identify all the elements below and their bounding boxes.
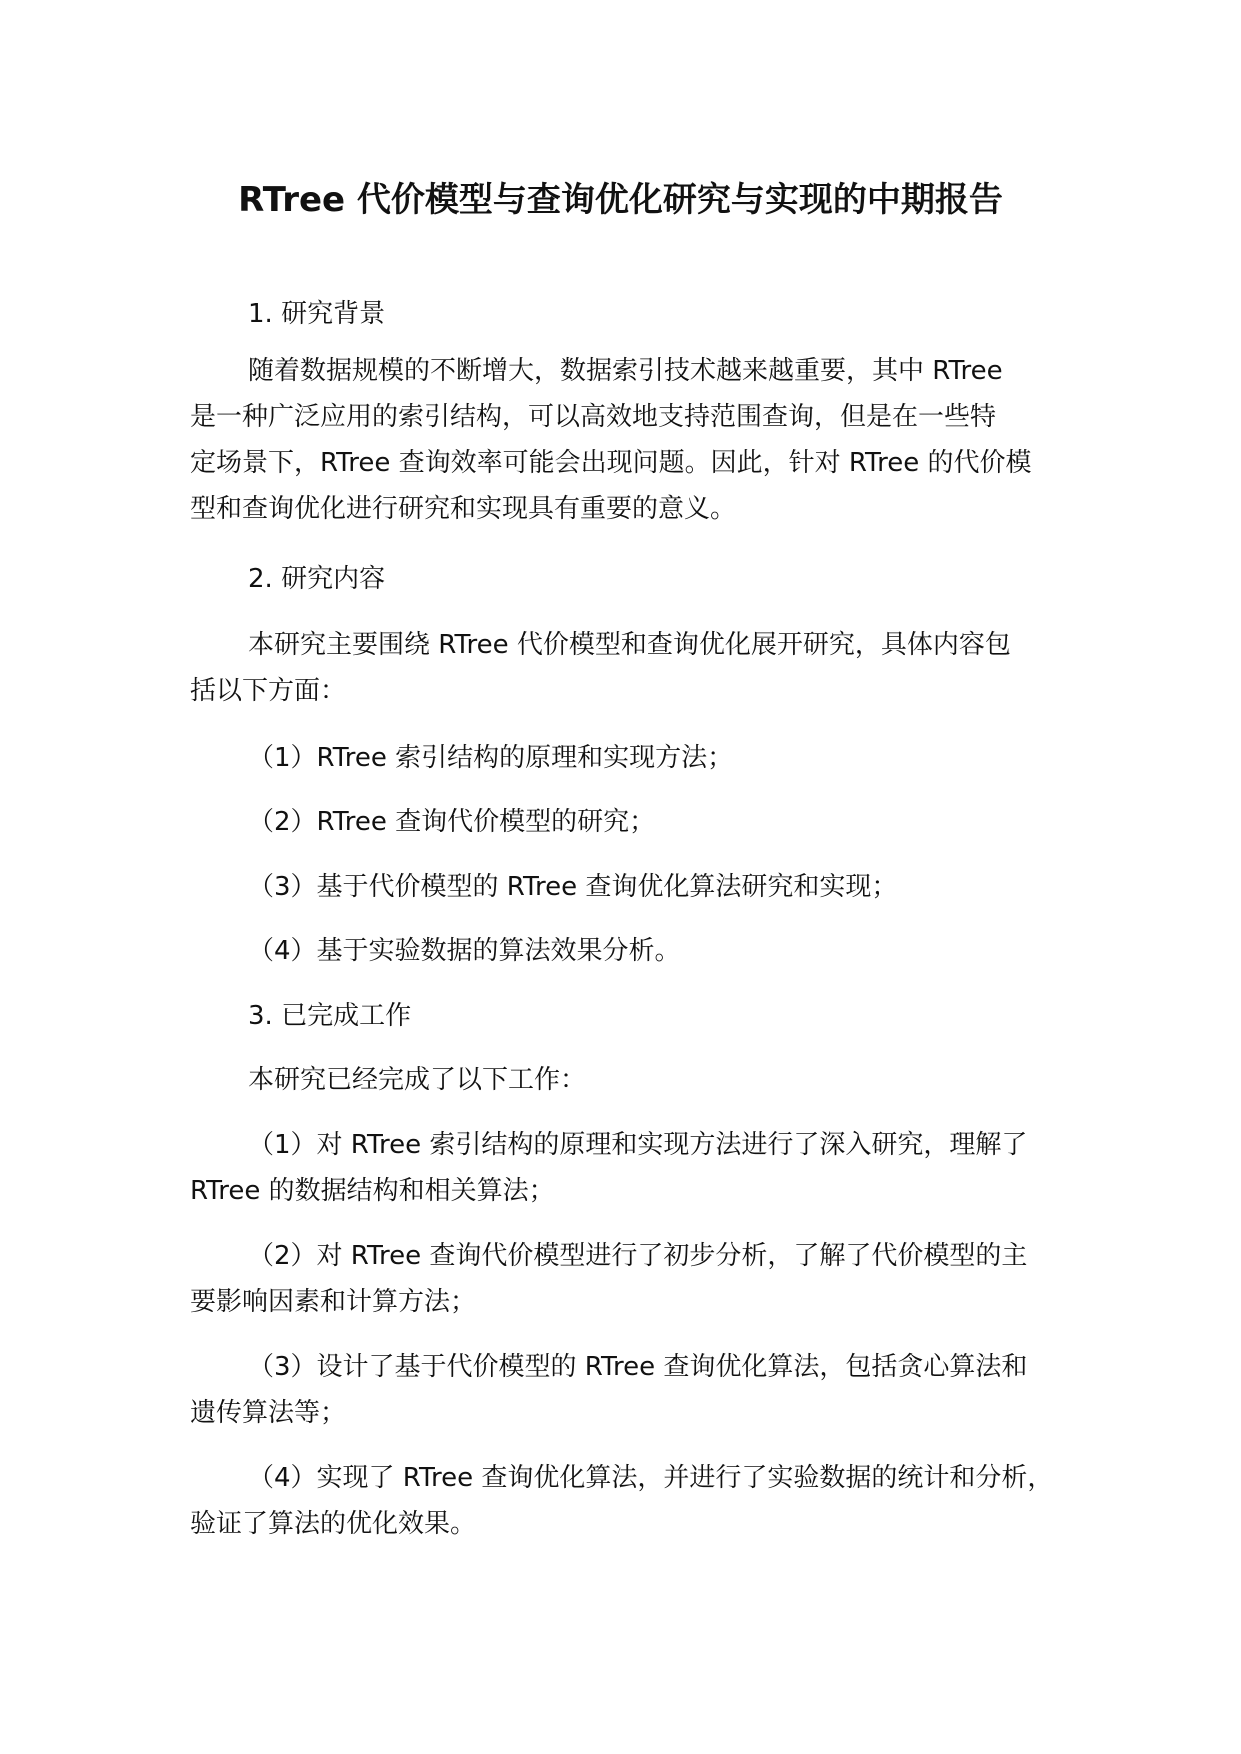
section-3-item-2-line-1: （2）对 RTree 查询代价模型进行了初步分析，了解了代价模型的主 — [248, 1241, 1028, 1271]
section-2-intro-line-1: 本研究主要围绕 RTree 代价模型和查询优化展开研究，具体内容包 — [248, 630, 1011, 660]
section-2-item-4: （4）基于实验数据的算法效果分析。 — [248, 936, 681, 966]
section-2-item-3: （3）基于代价模型的 RTree 查询优化算法研究和实现； — [248, 872, 898, 902]
section-1-heading: 1. 研究背景 — [248, 299, 386, 329]
section-3-item-3-line-2: 遗传算法等； — [190, 1398, 347, 1428]
section-2-item-1: （1）RTree 索引结构的原理和实现方法； — [248, 743, 734, 773]
section-3-item-1-line-2: RTree 的数据结构和相关算法； — [190, 1176, 555, 1206]
section-3-heading: 3. 已完成工作 — [248, 1001, 412, 1031]
section-2-item-2: （2）RTree 查询代价模型的研究； — [248, 807, 656, 837]
section-1-paragraph-line-3: 定场景下，RTree 查询效率可能会出现问题。因此，针对 RTree 的代价模 — [190, 448, 1032, 478]
section-1-paragraph-line-1: 随着数据规模的不断增大，数据索引技术越来越重要，其中 RTree — [248, 356, 1003, 386]
section-3-item-1-line-1: （1）对 RTree 索引结构的原理和实现方法进行了深入研究，理解了 — [248, 1130, 1028, 1160]
section-1-paragraph-line-2: 是一种广泛应用的索引结构，可以高效地支持范围查询，但是在一些特 — [190, 402, 997, 432]
section-1-paragraph-line-4: 型和查询优化进行研究和实现具有重要的意义。 — [190, 494, 737, 524]
section-3-item-2-line-2: 要影响因素和计算方法； — [190, 1287, 477, 1317]
section-3-item-4-line-1: （4）实现了 RTree 查询优化算法，并进行了实验数据的统计和分析， — [248, 1463, 1054, 1493]
section-2-heading: 2. 研究内容 — [248, 564, 386, 594]
document-title: RTree 代价模型与查询优化研究与实现的中期报告 — [238, 180, 1003, 220]
section-3-intro: 本研究已经完成了以下工作： — [248, 1065, 587, 1095]
section-3-item-4-line-2: 验证了算法的优化效果。 — [190, 1509, 477, 1539]
section-3-item-3-line-1: （3）设计了基于代价模型的 RTree 查询优化算法，包括贪心算法和 — [248, 1352, 1028, 1382]
section-2-intro-line-2: 括以下方面： — [190, 676, 347, 706]
